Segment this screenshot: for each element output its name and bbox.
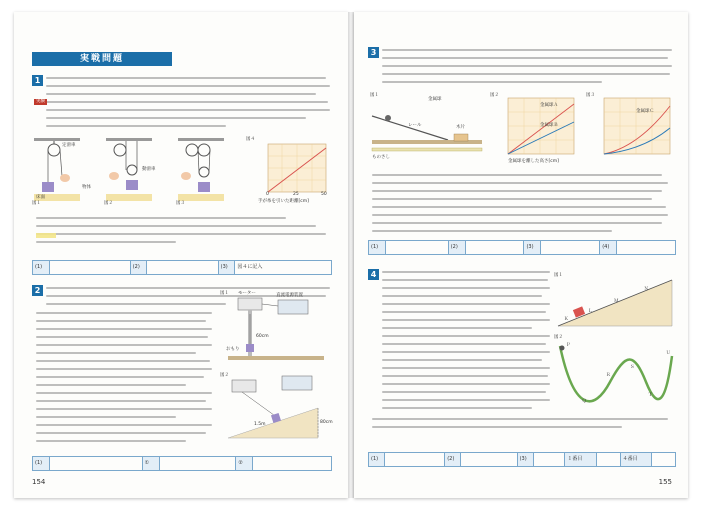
highlight-mark	[36, 233, 56, 238]
q4-answer-cell-1[interactable]: (1)	[369, 453, 385, 466]
q1-answer-cell-2[interactable]: (2)	[131, 261, 148, 274]
q1-answer-cell-1[interactable]: (1)	[33, 261, 50, 274]
graph-x-tick-2: 50	[321, 192, 327, 197]
q2-figures	[218, 288, 334, 448]
q3-fig2-label: 図２	[490, 93, 499, 98]
question-3-text	[382, 48, 674, 88]
q3-graph-ball-a: 金属球Ａ	[540, 103, 558, 108]
q3-graph-ball-b: 金属球Ｂ	[540, 123, 558, 128]
q1-graph	[268, 144, 326, 192]
wood-label: 木片	[456, 125, 465, 130]
section-title: 実戦問題	[32, 52, 172, 66]
q4-answer-fourth[interactable]: ４番目	[621, 453, 652, 466]
q1-answer-cell-4[interactable]: 図４に記入	[237, 264, 263, 270]
moving-pulley-label: 動滑車	[142, 167, 156, 172]
graph-x-tick-0: 0	[266, 192, 269, 197]
question-3-number: 3	[368, 47, 379, 58]
fig4-label: 図４	[246, 137, 255, 142]
q3-graph-ball-c: 金属球Ｃ	[636, 109, 654, 114]
track-point-q: Ｑ	[582, 399, 587, 404]
pulley-label: 定滑車	[62, 143, 76, 148]
q4-answer-first[interactable]: １番目	[565, 453, 596, 466]
q4-figures	[554, 272, 678, 418]
track-point-r: Ｒ	[606, 373, 611, 378]
q1-figures	[32, 136, 332, 208]
right-page-number: 155	[658, 478, 672, 486]
track-point-p: Ｐ	[566, 343, 571, 348]
ruler-label: ものさし	[372, 155, 390, 160]
q3-answer-cell-1[interactable]: (1)	[369, 241, 386, 254]
rail-label: レール	[408, 123, 422, 128]
q2-fig2-label: 図２	[220, 373, 229, 378]
graph-x-label: 手が糸を引いた距離[cm]	[258, 199, 309, 204]
height-60cm-label: 60cm	[256, 334, 269, 339]
question-3-answer-row	[368, 240, 676, 255]
question-4-number: 4	[368, 269, 379, 280]
question-2-number: 2	[32, 285, 43, 296]
question-2-subtext	[36, 312, 216, 452]
q2-answer-cell-1[interactable]: (1)	[33, 457, 50, 470]
experiment-tag: 実験	[36, 99, 45, 104]
ball-label: 金属球	[428, 97, 442, 102]
q3-answer-cell-2[interactable]: (2)	[449, 241, 466, 254]
fig1-label: 図１	[32, 201, 41, 206]
height-80cm-label: 80cm	[320, 420, 333, 425]
floor-label: 床面	[36, 195, 45, 200]
left-page	[14, 12, 348, 498]
q2-fig1-label: 図１	[220, 291, 229, 296]
q1-answer-cell-3[interactable]: (3)	[219, 261, 236, 274]
question-1-subquestions	[36, 217, 332, 257]
power-supply-label: 直流電源装置	[276, 293, 303, 298]
q3-answer-cell-3[interactable]: (3)	[524, 241, 541, 254]
point-m-label: Ｍ	[614, 299, 619, 304]
point-l-label: Ｌ	[588, 309, 593, 314]
question-4-fulltext	[372, 418, 672, 442]
q3-graph-x-label: 金属球を離した高さ[cm]	[508, 159, 559, 164]
question-4-text	[382, 270, 552, 440]
q3-fig1-label: 図１	[370, 93, 379, 98]
object-label: 物体	[82, 185, 91, 190]
q2-answer-cell-3[interactable]: ②	[236, 457, 253, 470]
question-2-answer-row	[32, 456, 332, 471]
graph-x-tick-1: 25	[293, 192, 299, 197]
point-n-label: Ｎ	[644, 287, 649, 292]
incline-track-svg	[554, 272, 678, 418]
motor-figures-svg	[218, 288, 334, 448]
q2-answer-cell-2[interactable]: ①	[143, 457, 160, 470]
q3-graph-b	[604, 98, 670, 154]
track-point-u: Ｕ	[666, 351, 671, 356]
question-1-answer-row	[32, 260, 332, 275]
track-point-t: Ｔ	[648, 393, 653, 398]
fig2-label: 図２	[104, 201, 113, 206]
question-1-number: 1	[32, 75, 43, 86]
length-1-5m-label: 1.5m	[254, 422, 266, 427]
q3-fig3-label: 図３	[586, 93, 595, 98]
fig3-label: 図３	[176, 201, 185, 206]
point-k-label: Ｋ	[564, 317, 569, 322]
track-point-s: Ｓ	[630, 365, 635, 370]
q3-figures	[368, 92, 678, 172]
q4-fig2-label: 図２	[554, 335, 563, 340]
q4-answer-cell-3[interactable]: (3)	[518, 453, 534, 466]
q3-answer-cell-4[interactable]: (4)	[600, 241, 617, 254]
question-4-answer-row	[368, 452, 676, 467]
weight-label: おもり	[226, 347, 240, 352]
question-1-text	[46, 76, 332, 136]
q4-answer-cell-2[interactable]: (2)	[445, 453, 461, 466]
right-page	[354, 12, 688, 498]
motor-label: モーター	[238, 291, 256, 296]
book-spread	[14, 12, 688, 498]
q4-fig1-label: 図１	[554, 273, 563, 278]
left-page-number: 154	[32, 478, 46, 486]
